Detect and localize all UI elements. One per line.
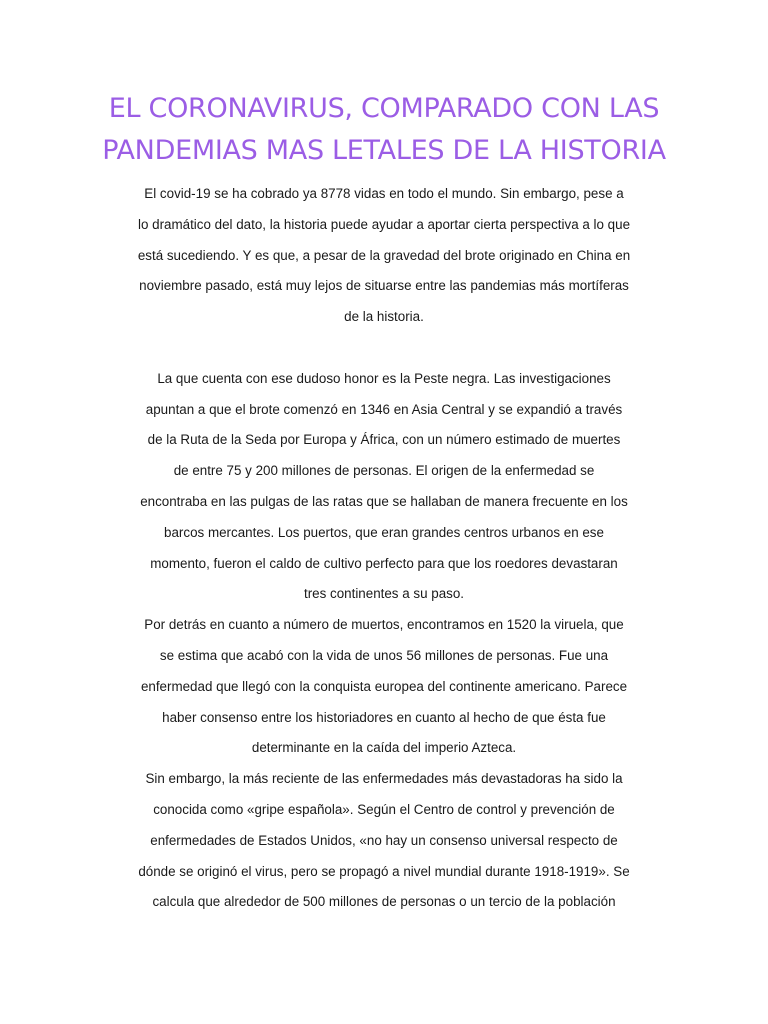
paragraph-line: encontraba en las pulgas de las ratas que se hallaban de manera frecuente en los	[140, 493, 628, 509]
paragraph-line: de entre 75 y 200 millones de personas. El origen de la enfermedad se	[173, 463, 595, 479]
paragraph-line: dónde se originó el virus, pero se propagó a nivel mundial durante 1918-1919». Se	[138, 863, 630, 879]
paragraph-3	[60, 610, 708, 764]
paragraph-line: está sucediendo. Y es que, a pesar de la gravedad del brote originado en China en	[137, 247, 631, 263]
paragraph-1	[60, 179, 708, 333]
title-line-1: EL CORONAVIRUS, COMPARADO CON LAS	[108, 93, 660, 124]
paragraph-2	[60, 364, 708, 610]
paragraph-line: calcula que alrededor de 500 millones de personas o un tercio de la población	[152, 894, 616, 910]
paragraph-line: haber consenso entre los historiadores en cuanto al hecho de que ésta fue	[162, 709, 606, 725]
paragraph-line: El covid-19 se ha cobrado ya 8778 vidas en todo el mundo. Sin embargo, pese a	[144, 186, 624, 201]
paragraph-line: de la historia.	[344, 309, 424, 325]
paragraph-line: Por detrás en cuanto a número de muertos, encontramos en 1520 la viruela, que	[144, 617, 624, 633]
paragraph-spacer	[60, 333, 708, 364]
document-title	[40, 88, 728, 172]
document-body	[60, 179, 708, 918]
paragraph-line: lo dramático del dato, la historia puede ayudar a aportar cierta perspectiva a lo que	[137, 216, 631, 232]
paragraph-4	[60, 764, 708, 918]
paragraph-line: conocida como «gripe española». Según el Centro de control y prevención de	[153, 801, 615, 817]
paragraph-line: La que cuenta con ese dudoso honor es la Peste negra. Las investigaciones	[157, 370, 611, 386]
paragraph-line: enfermedades de Estados Unidos, «no hay un consenso universal respecto de	[150, 832, 618, 848]
paragraph-line: momento, fueron el caldo de cultivo perfecto para que los roedores devastaran	[150, 555, 618, 571]
paragraph-line: enfermedad que llegó con la conquista europea del continente americano. Parece	[140, 678, 628, 694]
paragraph-line: barcos mercantes. Los puertos, que eran grandes centros urbanos en ese	[164, 524, 604, 540]
paragraph-line: tres continentes a su paso.	[303, 586, 465, 602]
paragraph-line: Sin embargo, la más reciente de las enfermedades más devastadoras ha sido la	[145, 771, 623, 787]
paragraph-line: de la Ruta de la Seda por Europa y África, con un número estimado de muertes	[147, 432, 621, 448]
paragraph-line: se estima que acabó con la vida de unos 56 millones de personas. Fue una	[159, 647, 609, 663]
paragraph-line: determinante en la caída del imperio Azteca.	[251, 740, 517, 756]
title-line-2: PANDEMIAS MAS LETALES DE LA HISTORIA	[102, 135, 666, 166]
paragraph-line: apuntan a que el brote comenzó en 1346 en Asia Central y se expandió a través	[145, 401, 623, 417]
paragraph-line: noviembre pasado, está muy lejos de situarse entre las pandemias más mortíferas	[139, 278, 629, 294]
